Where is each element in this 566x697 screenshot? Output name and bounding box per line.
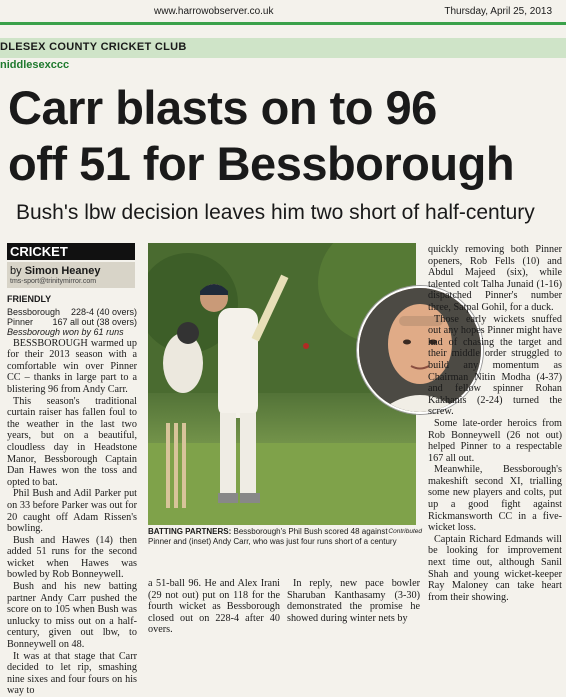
caption-tag: BATTING PARTNERS: xyxy=(148,527,232,536)
byline xyxy=(7,262,135,288)
scoreboard-row: Bessborough 228-4 (40 overs) xyxy=(7,306,137,317)
paragraph: a 51-ball 96. He and Alex Irani (29 not out) put on 118 for the fourth wicket as Bessborough closed out on 228-4 after 40 overs. xyxy=(148,578,280,636)
paragraph: Meanwhile, Bessborough's makeshift second XI, trialling some new players and colts, put up a good fight against Rickmansworth CC in a five-wicket loss. xyxy=(428,464,562,534)
photo-credit: Contributed xyxy=(388,528,422,535)
paragraph: Bush and Hawes (14) then added 51 runs for the second wicket when Hawes was bowled by Rob Bonneywell. xyxy=(7,534,137,581)
match-result: Bessborough won by 61 runs xyxy=(7,326,124,337)
paragraph: Bush and his new batting partner Andy Carr pushed the score on to 105 when Bush was unlucky to miss out on a half-century, given out lbw, to Bonneywell on 48. xyxy=(7,581,137,651)
paragraph: Captain Richard Edmands will be looking for improvement next time out, although Sanil Shah and young wicket-keeper Ray Maloney can take heart from their showing. xyxy=(428,533,562,603)
club-name: DLESEX COUNTY CRICKET CLUB xyxy=(0,41,187,53)
caption-text: Bessborough's Phil Bush scored 48 against Pinner and (inset) Andy Carr, who was just four runs short of a century xyxy=(148,527,397,546)
headline-line-2: off 51 for Bessborough xyxy=(8,137,515,190)
article-column-2 xyxy=(148,578,280,636)
page-header xyxy=(0,0,566,22)
author-email[interactable]: tms-sport@trinitymirror.com xyxy=(10,278,97,285)
paragraph: BESSBOROUGH warmed up for their 2013 season with a comfortable win over Pinner CC – thanks in large part to a blistering 96 from Andy Carr. xyxy=(7,337,137,395)
club-banner xyxy=(0,38,566,58)
paragraph: Those early wickets snuffed out any hopes Pinner might have had of chasing the target and their middle order struggled to build any momentum as Chairman Nitin Modha (4-37) and fellow spinner Rohan Kakhanis (2-24) turned the screw. xyxy=(428,313,562,418)
paragraph: quickly removing both Pinner openers, Rob Fells (10) and Abdul Majeed (six), while talented colt Talha Junaid (1-16) dispatched Pinner's number three, Satpal Gohil, for a duck. xyxy=(428,244,562,313)
article-column-3 xyxy=(287,578,420,624)
issue-date: Thursday, April 25, 2013 xyxy=(444,6,552,17)
club-handle: niddlesexccc xyxy=(0,59,70,71)
subheadline: Bush's lbw decision leaves him two short of half-century xyxy=(16,201,535,224)
paragraph: Phil Bush and Adil Parker put on 33 before Parker was out for 20 caught off Adam Rissen's bowling. xyxy=(7,488,137,535)
header-rule xyxy=(0,22,566,25)
paragraph: In reply, new pace bowler Sharuban Kanthasamy (3-30) demonstrated the promise he showed during winter nets by xyxy=(287,578,420,624)
paragraph: Some late-order heroics from Rob Bonneywell (26 not out) helped Pinner to a respectable 167 all out. xyxy=(428,417,562,464)
scoreboard-title: FRIENDLY xyxy=(7,294,52,304)
author-name: Simon Heaney xyxy=(24,265,101,277)
scoreboard-row: Pinner 167 all out (38 overs) xyxy=(7,316,137,327)
headline xyxy=(8,80,564,192)
site-url[interactable]: www.harrowobserver.co.uk xyxy=(154,6,274,17)
paragraph: It was at that stage that Carr decided to let rip, smashing nine sixes and four fours on his way to xyxy=(7,650,137,697)
section-label: CRICKET xyxy=(7,243,135,260)
article-column-4 xyxy=(428,244,562,603)
article-column-1 xyxy=(7,294,137,697)
byline-text: by Simon Heaney xyxy=(10,265,101,277)
paragraph: This season's traditional curtain raiser has fallen foul to the weather in the last two years, but on a beautiful, cloudless day in Headstone Manor, Bessborough Captain Dan Hawes won the toss and opted to bat. xyxy=(7,395,137,488)
photo-caption xyxy=(148,527,422,547)
headline-line-1: Carr blasts on to 96 xyxy=(8,81,437,134)
